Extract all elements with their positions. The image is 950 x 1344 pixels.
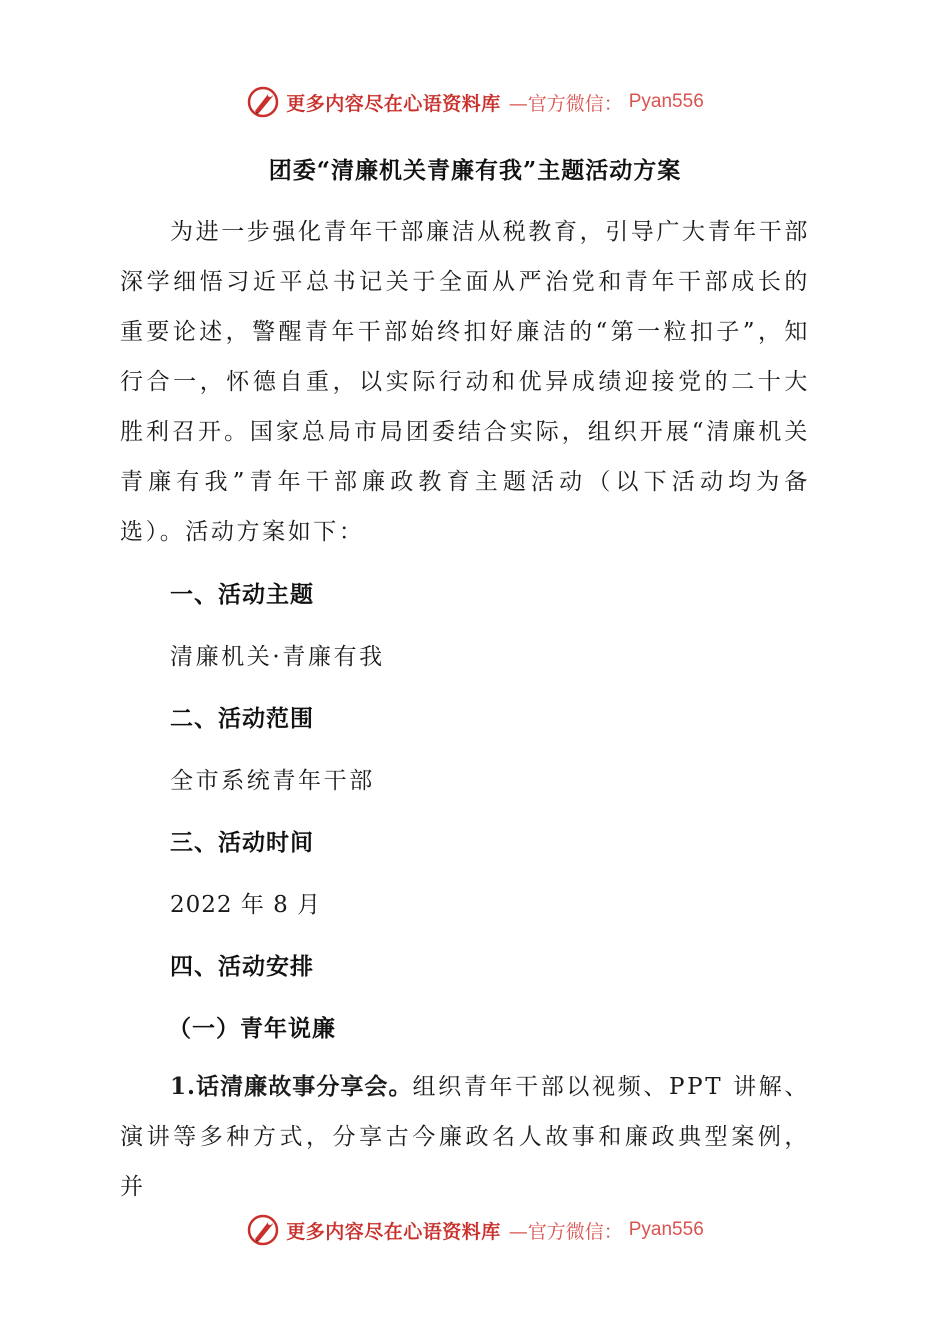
section-content-scope: 全市系统青年干部: [170, 768, 375, 794]
watermark-main-text: 更多内容尽在心语资料库: [286, 1220, 501, 1243]
item-text: 组织青年干部以视频、PPT 讲解、演讲等多种方式，分享古今廉政名人故事和廉政典型案例，并: [120, 1074, 810, 1200]
section-heading-theme: 一、活动主题: [170, 581, 314, 608]
intro-paragraph: 为进一步强化青年干部廉洁从税教育，引导广大青年干部深学细悟习近平总书记关于全面从严治党和青年干部成长的重要论述，警醒青年干部始终扣好廉洁的“第一粒扣子”，知行合一，怀德自重，以实际行动和优异成绩迎接党的二十大胜利召开。国家总局市局团委结合实际，组织开展“清廉机关青廉有我”青年干部廉政教育主题活动（以下活动均为备选）。活动方案如下：: [120, 219, 810, 545]
pen-logo-icon: [246, 1213, 280, 1247]
section-content-theme: 清廉机关·青廉有我: [170, 644, 385, 670]
watermark-main-text: 更多内容尽在心语资料库: [286, 92, 501, 115]
watermark-contact-prefix: —官方微信：: [508, 92, 623, 115]
watermark-banner-top: [0, 82, 950, 122]
watermark-contact-id: Pyan556: [628, 1219, 704, 1240]
item-lead: 1.话清廉故事分享会。: [170, 1073, 413, 1100]
section-heading-time: 三、活动时间: [170, 829, 314, 856]
document-title: 团委“清廉机关青廉有我”主题活动方案: [268, 157, 682, 184]
subsection-heading: （一）青年说廉: [168, 1015, 336, 1042]
item-paragraph: [120, 1062, 810, 1212]
watermark-contact-id: Pyan556: [628, 91, 704, 112]
section-content-time: 2022 年 8 月: [170, 892, 322, 918]
watermark-banner-bottom: [0, 1210, 950, 1250]
pen-logo-icon: [246, 85, 280, 119]
section-heading-arrangement: 四、活动安排: [170, 953, 314, 980]
watermark-contact-prefix: —官方微信：: [508, 1220, 623, 1243]
section-heading-scope: 二、活动范围: [170, 705, 314, 732]
